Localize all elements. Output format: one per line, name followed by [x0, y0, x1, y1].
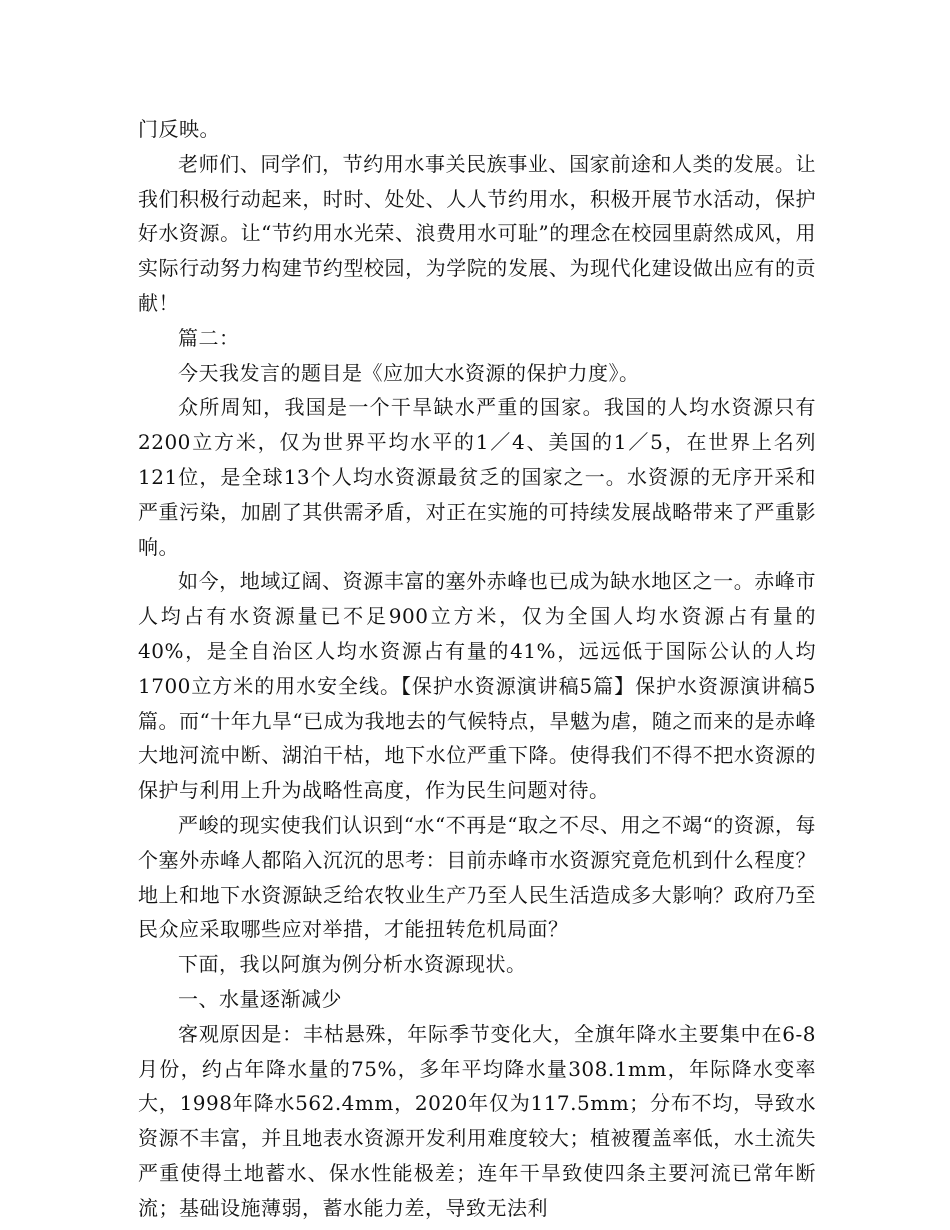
paragraph: 客观原因是：丰枯悬殊，年际季节变化大，全旗年降水主要集中在6-8月份，约占年降水量的75%，多年平均降水量308.1mm，年际降水变率大，1998年降水562.4mm，2020年仅为117.5mm；分布不均，导致水资源不丰富，并且地表水资源开发利用难度较大；植被覆盖率低，水土流失严重使得土地蓄水、保水性能极差；连年干旱致使四条主要河流已常年断流；基础设施薄弱，蓄水能力差，导致无法利: [138, 1021, 816, 1220]
paragraph: 门反映。: [138, 117, 220, 141]
paragraph: 下面，我以阿旗为例分析水资源现状。: [178, 952, 527, 977]
subsection-heading: 一、水量逐渐减少: [178, 986, 342, 1011]
paragraph: 众所周知，我国是一个干旱缺水严重的国家。我国的人均水资源只有2200立方米，仅为世界平均水平的1／4、美国的1／5，在世界上名列121位，是全球13个人均水资源最贫乏的国家之一。水资源的无序开采和严重污染，加剧了其供需矛盾，对正在实施的可持续发展战略带来了严重影响。: [138, 395, 816, 559]
paragraph: 如今，地域辽阔、资源丰富的塞外赤峰也已成为缺水地区之一。赤峰市人均占有水资源量已不足900立方米，仅为全国人均水资源占有量的40%，是全自治区人均水资源占有量的41%，远远低于国际公认的人均1700立方米的用水安全线。【保护水资源演讲稿5篇】保护水资源演讲稿5篇。而“十年九旱“已成为我地去的气候特点，旱魃为虐，随之而来的是赤峰大地河流中断、湖泊干枯，地下水位严重下降。使得我们不得不把水资源的保护与利用上升为战略性高度，作为民生问题对待。: [138, 569, 816, 803]
document-page: [138, 112, 816, 1226]
paragraph: 老师们、同学们，节约用水事关民族事业、国家前途和人类的发展。让我们积极行动起来，时时、处处、人人节约用水，积极开展节水活动，保护好水资源。让“节约用水光荣、浪费用水可耻”的理念在校园里蔚然成风，用实际行动努力构建节约型校园，为学院的发展、为现代化建设做出应有的贡献！: [138, 151, 816, 315]
paragraph: 今天我发言的题目是《应加大水资源的保护力度》。: [178, 360, 640, 385]
section-heading: 篇二：: [178, 325, 240, 350]
paragraph: 严峻的现实使我们认识到“水“不再是“取之不尽、用之不竭“的资源，每个塞外赤峰人都陷入沉沉的思考：目前赤峰市水资源究竟危机到什么程度？地上和地下水资源缺乏给农牧业生产乃至人民生活造成多大影响？政府乃至民众应采取哪些应对举措，才能扭转危机局面？: [138, 812, 816, 942]
